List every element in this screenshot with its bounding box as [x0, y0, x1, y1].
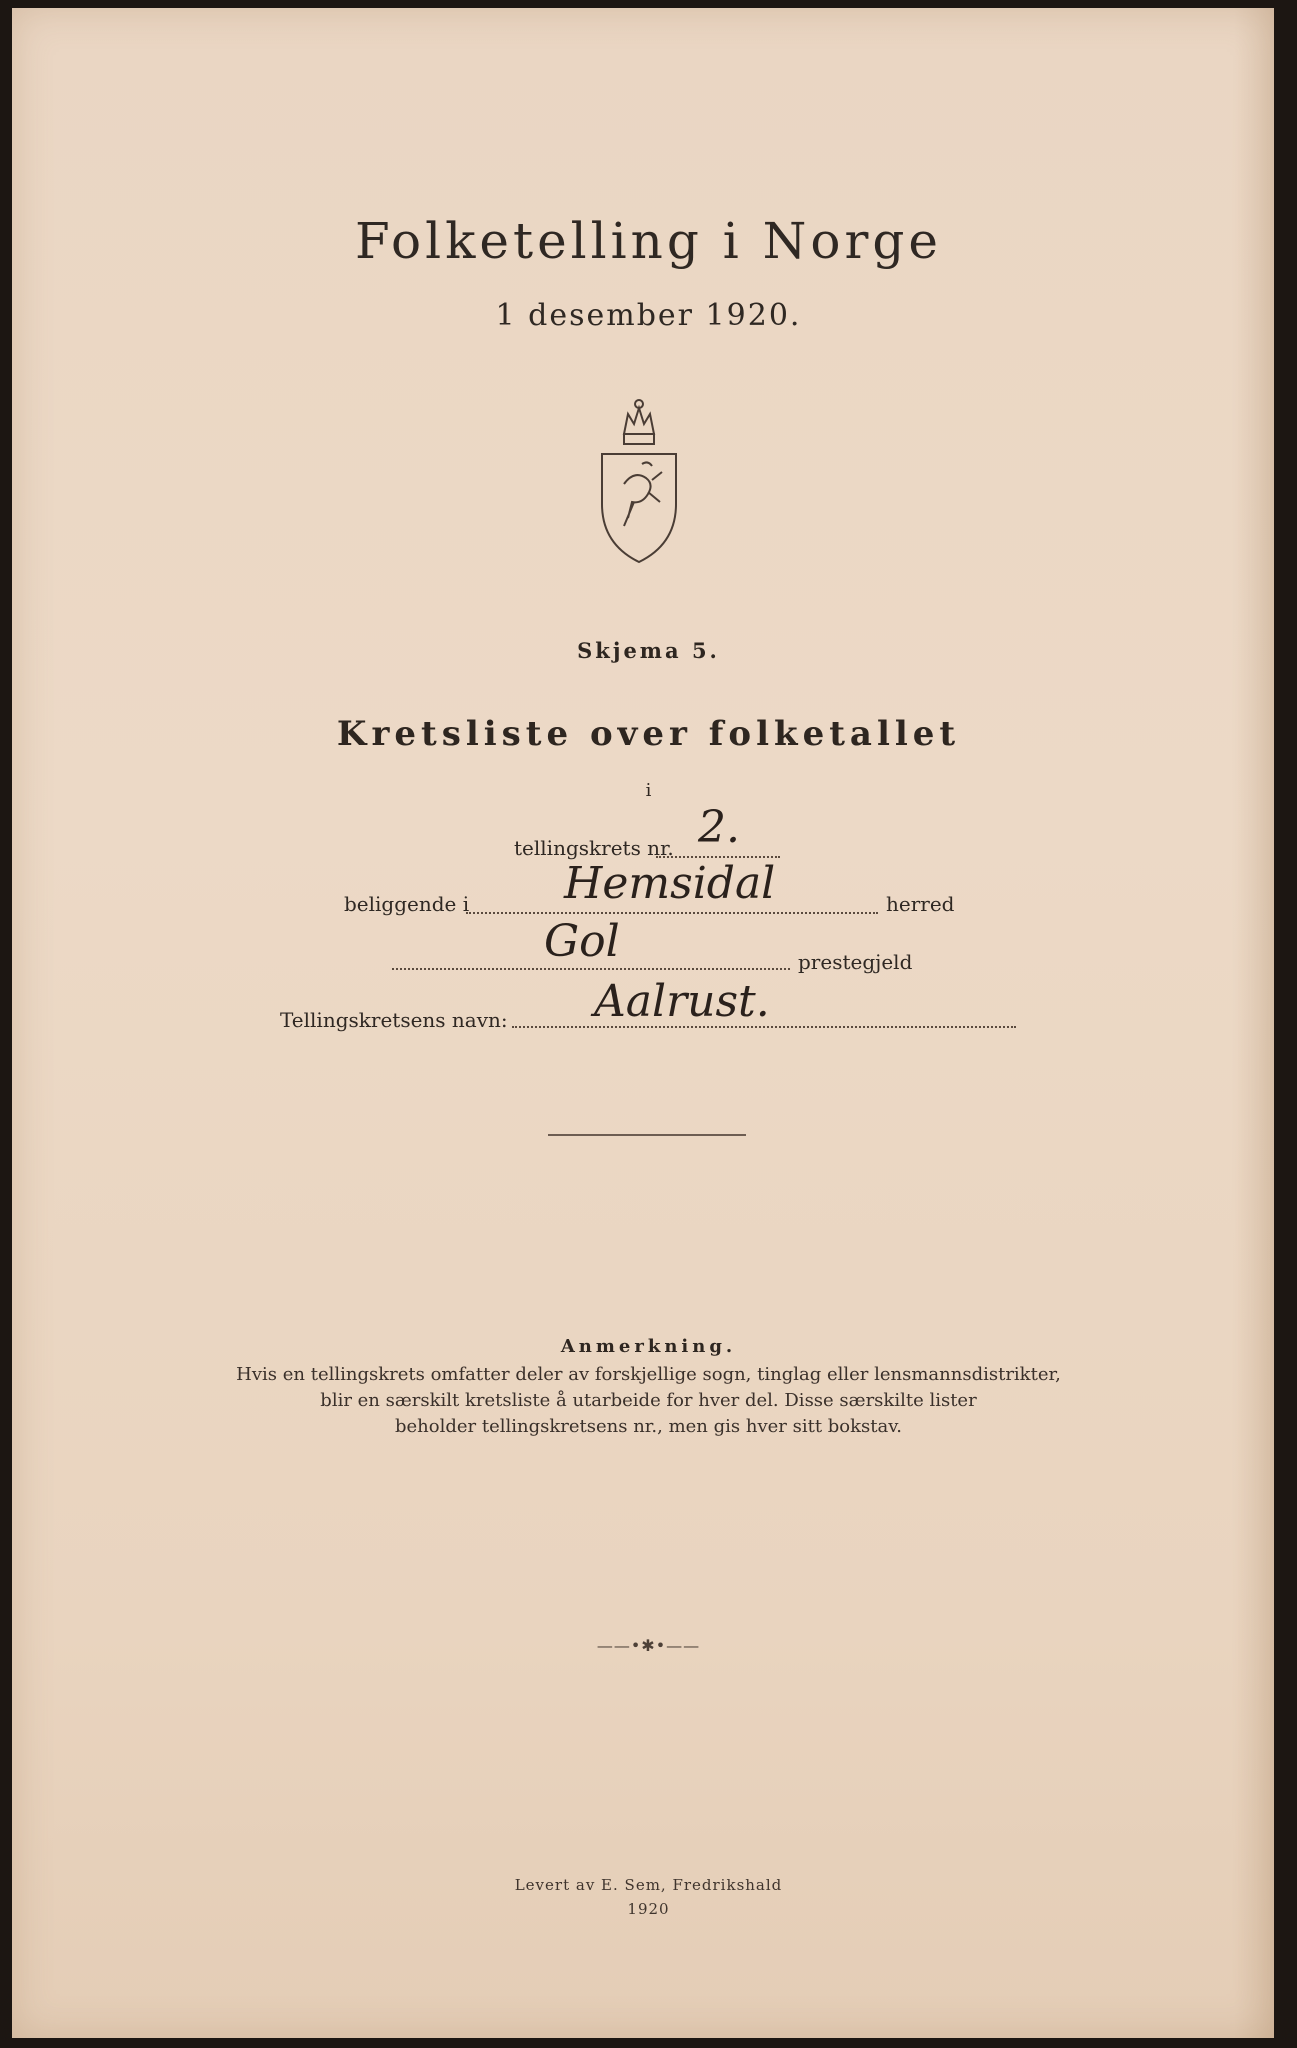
parish-field-line: [392, 968, 790, 970]
remark-title: Anmerkning.: [560, 1336, 737, 1357]
remark-line-2: blir en særskilt kretsliste å utarbeide for hver del. Disse særskilte lister: [320, 1390, 977, 1411]
remark-line-1: Hvis en tellingskrets omfatter deler av forskjellige sogn, tinglag eller lensmannsdistrikter,: [236, 1364, 1061, 1385]
document-title: Folketelling i Norge: [355, 212, 942, 270]
district-name-label: Tellingskretsens navn:: [280, 1008, 508, 1032]
census-date: 1 desember 1920.: [495, 298, 802, 333]
herred-label: herred: [886, 892, 955, 916]
ornament-divider: ——•✱•——: [596, 1636, 701, 1655]
preposition: i: [645, 780, 652, 801]
district-number-value: 2.: [698, 802, 740, 853]
remark-line-3: beholder tellingskretsens nr., men gis hver sitt bokstav.: [394, 1416, 902, 1437]
located-in-value: Hemsidal: [564, 858, 776, 909]
schema-label: Skjema 5.: [577, 638, 720, 663]
located-in-field-line: [466, 912, 878, 914]
district-name-value: Aalrust.: [594, 976, 770, 1027]
list-title: Kretsliste over folketallet: [336, 714, 961, 754]
printer-year: 1920: [627, 1900, 670, 1918]
district-number-label: tellingskrets nr.: [514, 836, 674, 860]
parish-value: Gol: [544, 916, 620, 967]
printer-credit: Levert av E. Sem, Fredrikshald: [514, 1876, 783, 1894]
parish-label: prestegjeld: [798, 950, 913, 974]
norwegian-coat-of-arms-icon: [594, 394, 684, 566]
located-in-label: beliggende i: [344, 892, 470, 916]
section-divider: [548, 1134, 746, 1136]
